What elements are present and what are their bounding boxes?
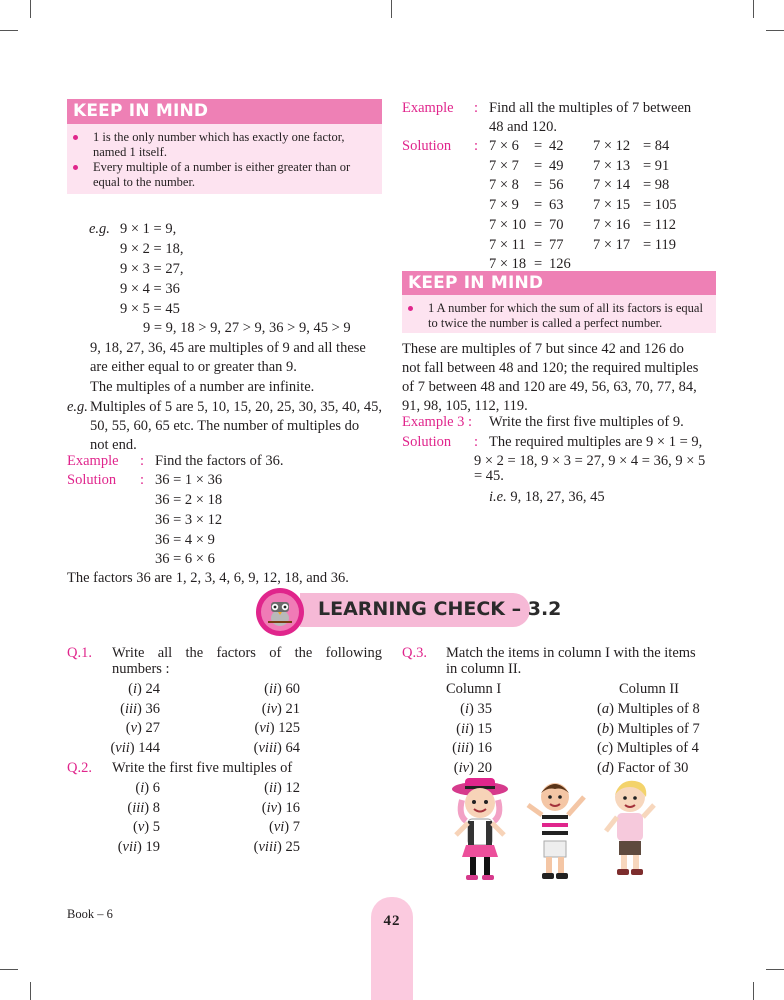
table-value: = 105	[643, 197, 677, 214]
solution-line: = 45.	[474, 468, 504, 484]
q2-item: (i) 6	[135, 780, 160, 796]
q2-item: (viii) 25	[253, 839, 300, 856]
crop-mark	[30, 982, 31, 1000]
example-text: Find all the multiples of 7 between	[489, 100, 692, 116]
crop-mark	[0, 30, 18, 31]
column1-item: (i) 35	[460, 701, 492, 717]
paragraph: are either equal to or greater than 9.	[90, 359, 297, 375]
table-equals: =	[534, 177, 543, 194]
q1-item: (viii) 64	[253, 740, 300, 757]
q2-item: (v) 5	[133, 819, 160, 836]
crop-mark	[30, 0, 31, 18]
q3-number: Q.3.	[402, 645, 427, 661]
q2-number: Q.2.	[67, 760, 92, 776]
q2-item: (iv) 16	[261, 799, 300, 816]
crop-mark	[753, 982, 754, 1000]
solution-line: The required multiples are 9 × 1 = 9,	[489, 434, 703, 450]
table-equals: =	[534, 236, 543, 253]
q1-number: Q.1.	[67, 645, 92, 661]
table-expression: 7 × 7	[489, 157, 519, 174]
table-equals: =	[534, 216, 543, 233]
table-value: 49	[549, 157, 564, 174]
table-expression: 7 × 17	[593, 236, 631, 253]
eg-line: 9 × 3 = 27,	[120, 261, 184, 277]
example-label: Example	[402, 100, 454, 116]
column1-item: (iv) 20	[453, 760, 492, 777]
table-equals: =	[534, 157, 543, 174]
table-value: = 119	[643, 236, 677, 253]
example3-text: Write the first five multiples of 9.	[489, 414, 684, 430]
q1-text: Write all the factors of the following	[112, 645, 382, 661]
keep-in-mind-item: 1 is the only number which has exactly one factor, named 1 itself.	[67, 130, 376, 160]
table-expression: 7 × 18	[489, 256, 527, 273]
table-value: 77	[549, 236, 564, 253]
table-value: 56	[549, 177, 564, 194]
q1-item: (v) 27	[125, 720, 160, 737]
eg-label: e.g.	[89, 221, 110, 237]
keep-in-mind-box	[67, 124, 382, 194]
girl-figure	[452, 778, 508, 880]
table-expression: 7 × 9	[489, 197, 519, 214]
ie-value: 9, 18, 27, 36, 45	[510, 489, 605, 505]
column1-item: (iii) 16	[452, 740, 492, 757]
paragraph: 91, 98, 105, 112, 119.	[402, 398, 528, 414]
boy-blond-figure	[606, 781, 654, 875]
q1-item: (iii) 36	[120, 700, 160, 717]
keep-in-mind-title: KEEP IN MIND	[408, 273, 544, 293]
table-expression: 7 × 13	[593, 157, 631, 174]
q1-item: (iv) 21	[261, 700, 300, 717]
table-value: = 112	[643, 216, 677, 233]
q2-item: (iii) 8	[127, 799, 160, 816]
crop-mark	[391, 0, 392, 18]
paragraph: Multiples of 5 are 5, 10, 15, 20, 25, 30, 35, 40, 45,	[90, 399, 382, 415]
ie-line	[489, 487, 605, 507]
column2-item: (d) Factor of 30	[597, 760, 689, 777]
table-equals: =	[534, 138, 543, 154]
solution-colon: :	[474, 138, 479, 154]
example-label: Example	[67, 453, 119, 469]
factors-line: The factors 36 are 1, 2, 3, 4, 6, 9, 12, 18, and 36.	[67, 570, 349, 586]
solution-line: 36 = 2 × 18	[155, 492, 223, 508]
solution-line: 36 = 1 × 36	[155, 472, 223, 488]
q1-item: (i) 24	[128, 681, 160, 697]
eg-line: 9 × 2 = 18,	[120, 241, 184, 257]
eg-line: 9 × 1 = 9,	[120, 221, 177, 237]
footer-book: Book – 6	[67, 907, 113, 921]
crop-mark	[766, 30, 784, 31]
q2-item: (ii) 12	[264, 780, 300, 796]
table-value: 42	[549, 138, 564, 154]
q1-item: (vii) 144	[110, 740, 160, 757]
table-expression: 7 × 8	[489, 177, 519, 194]
table-value: 126	[549, 256, 571, 273]
column1-item: (ii) 15	[456, 720, 492, 737]
table-expression: 7 × 15	[593, 197, 631, 214]
q1-item: (ii) 60	[264, 681, 300, 697]
keep-in-mind-header	[67, 99, 382, 124]
q3-text: in column II.	[446, 661, 522, 677]
crop-mark	[766, 969, 784, 970]
solution-label: Solution	[67, 472, 117, 488]
solution-colon: :	[474, 434, 479, 450]
example3-label: Example 3 :	[402, 414, 473, 430]
solution-label: Solution	[402, 138, 452, 154]
learning-check-title: LEARNING CHECK – 3.2	[318, 598, 562, 620]
column2-header: Column II	[619, 681, 680, 697]
column2-item: (c) Multiples of 4	[597, 740, 699, 757]
boy-striped-figure	[528, 783, 584, 879]
table-expression: 7 × 16	[593, 216, 631, 233]
solution-line: 36 = 4 × 9	[155, 532, 215, 548]
table-value: = 98	[643, 177, 670, 194]
crop-mark	[753, 0, 754, 18]
column1-header: Column I	[446, 681, 502, 697]
compare-line: 9 = 9, 18 > 9, 27 > 9, 36 > 9, 45 > 9	[143, 320, 351, 336]
column2-item: (b) Multiples of 7	[597, 720, 700, 737]
table-expression: 7 × 10	[489, 216, 527, 233]
paragraph: The multiples of a number are infinite.	[90, 379, 315, 395]
paragraph: not end.	[90, 437, 137, 453]
table-value: 70	[549, 216, 564, 233]
solution-line: 36 = 3 × 12	[155, 512, 223, 528]
eg-line: 9 × 5 = 45	[120, 301, 180, 317]
solution-line: 36 = 6 × 6	[155, 551, 215, 567]
paragraph: not fall between 48 and 120; the required multiples	[402, 360, 699, 376]
example-colon: :	[140, 453, 145, 469]
q1-text: numbers :	[112, 661, 170, 677]
table-value: = 91	[643, 157, 670, 174]
eg-label: e.g.	[67, 399, 88, 415]
crop-mark	[0, 969, 18, 970]
table-equals: =	[534, 256, 543, 273]
example-text: Find the factors of 36.	[155, 453, 284, 469]
table-expression: 7 × 6	[489, 138, 519, 154]
keep-in-mind-item: Every multiple of a number is either greater than or equal to the number.	[67, 160, 376, 190]
q1-item: (vi) 125	[254, 720, 300, 737]
paragraph: 50, 55, 60, 65 etc. The number of multiples do	[90, 418, 360, 434]
keep-in-mind-item: 1 A number for which the sum of all its factors is equal to twice the number is called a perfect number.	[402, 301, 712, 331]
paragraph: These are multiples of 7 but since 42 and 126 do	[402, 341, 684, 357]
learning-check-badge	[256, 588, 304, 636]
keep-in-mind-title: KEEP IN MIND	[73, 101, 209, 121]
q3-text: Match the items in column I with the items	[446, 645, 696, 661]
q2-item: (vi) 7	[268, 819, 300, 836]
keep-in-mind-header	[402, 271, 716, 295]
page-number: 42	[383, 913, 401, 929]
column2-item: (a) Multiples of 8	[597, 701, 700, 717]
q2-text: Write the first five multiples of	[112, 760, 293, 776]
table-equals: =	[534, 197, 543, 214]
solution-line: 9 × 2 = 18, 9 × 3 = 27, 9 × 4 = 36, 9 × 5	[474, 453, 706, 469]
solution-colon: :	[140, 472, 145, 488]
table-value: 63	[549, 197, 564, 214]
keep-in-mind-box	[402, 295, 716, 333]
paragraph: 9, 18, 27, 36, 45 are multiples of 9 and all these	[90, 340, 366, 356]
eg-line: 9 × 4 = 36	[120, 281, 180, 297]
solution-label: Solution	[402, 434, 452, 450]
table-expression: 7 × 11	[489, 236, 526, 253]
q2-item: (vii) 19	[117, 839, 160, 856]
ie-label: i.e.	[489, 489, 507, 505]
table-expression: 7 × 14	[593, 177, 631, 194]
paragraph: of 7 between 48 and 120 are 49, 56, 63, 70, 77, 84,	[402, 379, 697, 395]
example-colon: :	[474, 100, 479, 116]
table-value: = 84	[643, 138, 670, 154]
owl-icon	[256, 588, 304, 636]
example-text: 48 and 120.	[489, 119, 558, 135]
table-expression: 7 × 12	[593, 138, 631, 154]
children-illustration	[430, 775, 670, 890]
